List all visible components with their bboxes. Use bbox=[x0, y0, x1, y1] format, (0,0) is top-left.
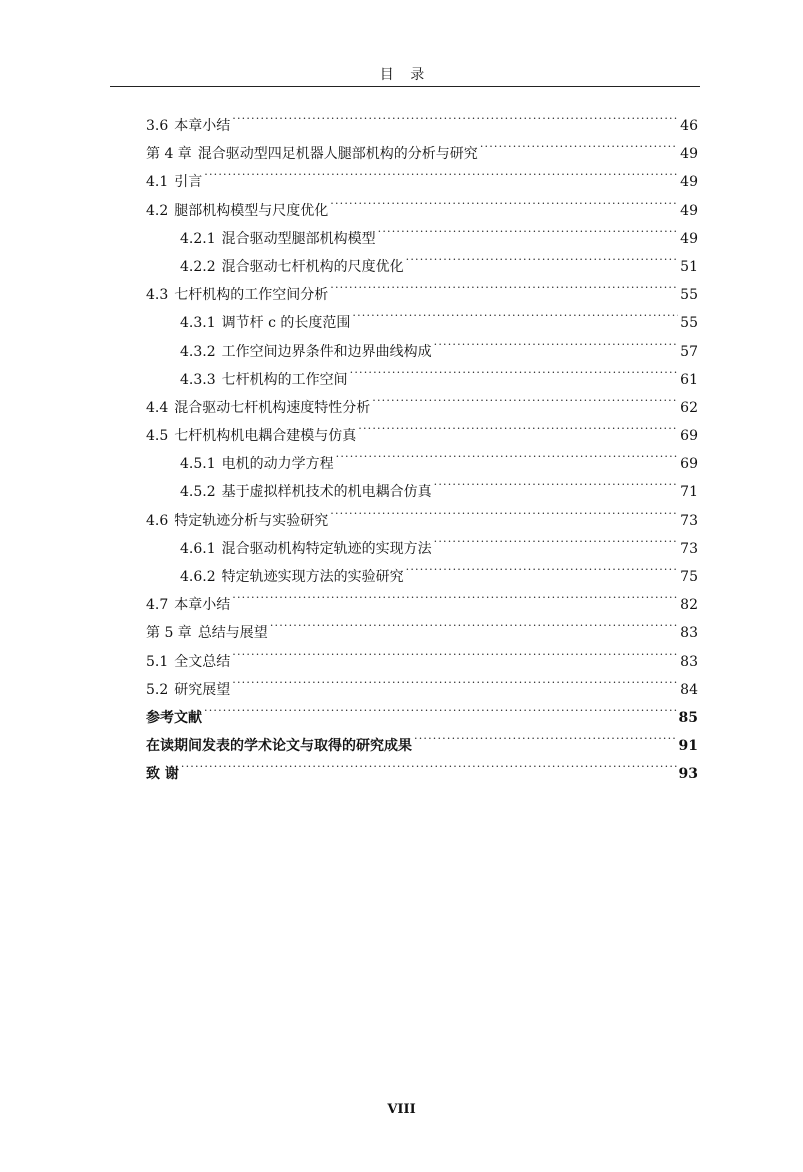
page-number: VIII bbox=[387, 1102, 416, 1117]
toc-entry-page: 75 bbox=[680, 569, 698, 585]
toc-entry-title: 七杆机构机电耦合建模与仿真 bbox=[174, 428, 357, 445]
toc-entry-page: 73 bbox=[680, 540, 698, 557]
toc-entry-title: 特定轨迹实现方法的实验研究 bbox=[221, 569, 404, 585]
toc-entry-title: 混合驱动型腿部机构模型 bbox=[221, 230, 376, 247]
toc-entry-number: 4.2.2 bbox=[180, 258, 216, 275]
toc-entry-title: 基于虚拟样机技术的机电耦合仿真 bbox=[221, 484, 432, 501]
toc-dot-leader bbox=[480, 144, 678, 158]
toc-entry-page: 51 bbox=[680, 258, 698, 275]
toc-entry[interactable] bbox=[146, 676, 698, 704]
toc-entry-number: 4.6.2 bbox=[180, 569, 216, 585]
toc-dot-leader bbox=[204, 172, 678, 186]
toc-entry-page: 49 bbox=[680, 174, 698, 191]
table-of-contents bbox=[146, 112, 698, 789]
page-header: 目 录 bbox=[379, 67, 431, 83]
toc-entry-page: 55 bbox=[680, 315, 698, 332]
toc-entry[interactable] bbox=[146, 197, 698, 225]
toc-entry-page: 82 bbox=[680, 597, 698, 614]
toc-entry-title: 混合驱动型四足机器人腿部机构的分析与研究 bbox=[197, 146, 478, 163]
toc-dot-leader bbox=[336, 454, 679, 468]
toc-entry[interactable] bbox=[146, 648, 698, 676]
toc-entry-title: 混合驱动七杆机构速度特性分析 bbox=[174, 399, 371, 416]
toc-entry-page: 69 bbox=[680, 456, 698, 473]
toc-entry-title: 总结与展望 bbox=[197, 625, 268, 642]
toc-dot-leader bbox=[232, 116, 678, 130]
toc-entry-number: 第 5 章 bbox=[146, 625, 192, 642]
toc-entry-number: 4.5.1 bbox=[180, 456, 216, 473]
toc-entry-number: 4.4 bbox=[146, 399, 169, 416]
toc-dot-leader bbox=[372, 398, 678, 412]
toc-entry-page: 84 bbox=[680, 681, 698, 698]
toc-entry-title: 研究展望 bbox=[174, 681, 231, 698]
toc-entry-page: 73 bbox=[680, 512, 698, 529]
toc-dot-leader bbox=[414, 736, 677, 750]
toc-dot-leader bbox=[181, 764, 677, 778]
toc-dot-leader bbox=[352, 313, 678, 327]
toc-entry-number: 4.6 bbox=[146, 512, 169, 529]
toc-entry[interactable] bbox=[146, 591, 698, 619]
toc-entry-number: 4.2 bbox=[146, 202, 169, 219]
toc-entry[interactable] bbox=[146, 478, 698, 506]
toc-entry-title: 全文总结 bbox=[174, 653, 231, 670]
toc-entry-title: 混合驱动七杆机构的尺度优化 bbox=[221, 258, 404, 275]
toc-dot-leader bbox=[232, 595, 678, 609]
toc-entry-page: 55 bbox=[680, 287, 698, 304]
toc-dot-leader bbox=[434, 482, 679, 496]
toc-entry-number: 4.7 bbox=[146, 597, 169, 614]
toc-entry[interactable] bbox=[146, 140, 698, 168]
toc-entry-title: 在读期间发表的学术论文与取得的研究成果 bbox=[146, 738, 412, 755]
toc-entry[interactable] bbox=[146, 112, 698, 140]
toc-entry-page: 49 bbox=[680, 146, 698, 163]
toc-entry-page: 61 bbox=[680, 371, 698, 388]
toc-entry-title: 电机的动力学方程 bbox=[221, 456, 334, 473]
toc-dot-leader bbox=[232, 680, 678, 694]
toc-entry-number: 第 4 章 bbox=[146, 146, 192, 163]
toc-entry-number: 4.3.1 bbox=[180, 315, 216, 332]
toc-entry-page: 46 bbox=[680, 118, 698, 134]
toc-entry[interactable] bbox=[146, 168, 698, 196]
toc-entry-number: 5.1 bbox=[146, 653, 169, 670]
toc-entry-number: 5.2 bbox=[146, 681, 169, 698]
toc-entry-number: 4.5.2 bbox=[180, 484, 216, 501]
toc-entry-title: 调节杆 c 的长度范围 bbox=[221, 315, 351, 332]
toc-entry-page: 83 bbox=[680, 625, 698, 642]
toc-entry-title: 参考文献 bbox=[146, 709, 202, 726]
toc-entry-title: 特定轨迹分析与实验研究 bbox=[174, 512, 329, 529]
toc-entry-number: 4.5 bbox=[146, 428, 169, 445]
toc-entry-number: 3.6 bbox=[146, 118, 169, 134]
toc-entry-title: 致 谢 bbox=[146, 766, 179, 783]
toc-entry-page: 62 bbox=[680, 399, 698, 416]
toc-entry-page: 85 bbox=[678, 709, 698, 726]
toc-entry[interactable] bbox=[146, 619, 698, 647]
toc-entry-page: 49 bbox=[680, 202, 698, 219]
toc-entry-number: 4.3.2 bbox=[180, 343, 216, 360]
toc-entry-number: 4.1 bbox=[146, 174, 169, 191]
toc-entry-page: 83 bbox=[680, 653, 698, 670]
toc-entry-number: 4.3.3 bbox=[180, 371, 216, 388]
toc-dot-leader bbox=[204, 708, 677, 722]
toc-entry-page: 71 bbox=[680, 484, 698, 501]
toc-dot-leader bbox=[330, 201, 678, 215]
toc-entry-number: 4.2.1 bbox=[180, 230, 216, 247]
toc-dot-leader bbox=[406, 257, 679, 271]
toc-entry-title: 腿部机构模型与尺度优化 bbox=[174, 202, 329, 219]
toc-dot-leader bbox=[270, 623, 678, 637]
toc-entry[interactable] bbox=[146, 338, 698, 366]
toc-entry[interactable] bbox=[146, 309, 698, 337]
toc-entry[interactable] bbox=[146, 366, 698, 394]
toc-entry-title: 混合驱动机构特定轨迹的实现方法 bbox=[221, 540, 432, 557]
toc-entry-title: 本章小结 bbox=[174, 597, 231, 614]
toc-dot-leader bbox=[232, 652, 678, 666]
toc-entry[interactable] bbox=[146, 535, 698, 563]
toc-entry[interactable] bbox=[146, 704, 698, 732]
toc-entry-page: 57 bbox=[680, 343, 698, 360]
toc-dot-leader bbox=[434, 539, 679, 553]
toc-entry[interactable] bbox=[146, 422, 698, 450]
toc-entry-title: 本章小结 bbox=[174, 118, 231, 134]
toc-dot-leader bbox=[358, 426, 678, 440]
toc-entry[interactable] bbox=[146, 732, 698, 760]
toc-entry[interactable] bbox=[146, 225, 698, 253]
toc-entry-number: 4.6.1 bbox=[180, 540, 216, 557]
toc-entry[interactable] bbox=[146, 760, 698, 788]
toc-dot-leader bbox=[330, 285, 678, 299]
toc-dot-leader bbox=[434, 342, 679, 356]
toc-entry-page: 49 bbox=[680, 230, 698, 247]
toc-entry-title: 七杆机构的工作空间 bbox=[221, 371, 348, 388]
toc-dot-leader bbox=[378, 229, 679, 243]
toc-entry-page: 93 bbox=[678, 766, 698, 783]
toc-entry[interactable] bbox=[146, 450, 698, 478]
toc-entry[interactable] bbox=[146, 253, 698, 281]
toc-entry-title: 工作空间边界条件和边界曲线构成 bbox=[221, 343, 432, 360]
toc-entry-title: 引言 bbox=[174, 174, 203, 191]
toc-entry[interactable] bbox=[146, 563, 698, 591]
toc-entry[interactable] bbox=[146, 281, 698, 309]
toc-entry-page: 91 bbox=[678, 738, 698, 755]
toc-dot-leader bbox=[350, 370, 679, 384]
toc-entry-page: 69 bbox=[680, 428, 698, 445]
toc-entry-number: 4.3 bbox=[146, 287, 169, 304]
toc-entry-title: 七杆机构的工作空间分析 bbox=[174, 287, 329, 304]
toc-dot-leader bbox=[406, 567, 679, 581]
header-rule bbox=[110, 86, 700, 87]
toc-dot-leader bbox=[330, 511, 678, 525]
toc-entry[interactable] bbox=[146, 394, 698, 422]
toc-entry[interactable] bbox=[146, 507, 698, 535]
